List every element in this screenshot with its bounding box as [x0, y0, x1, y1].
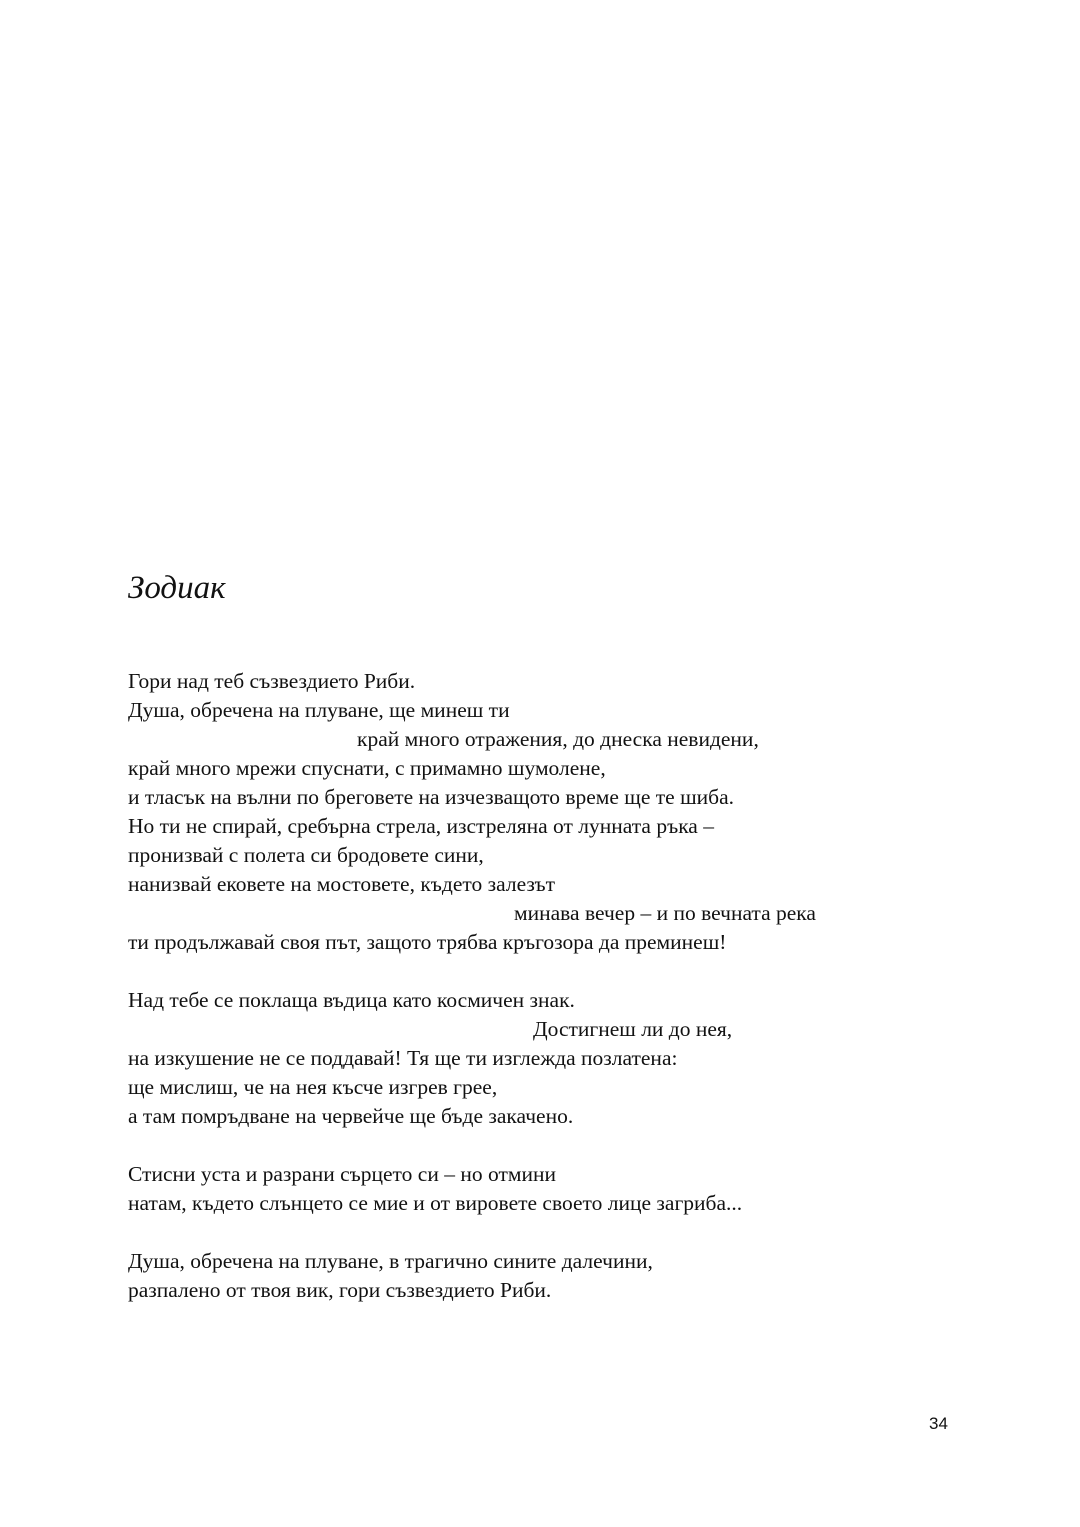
poem-line: на изкушение не се поддавай! Тя ще ти изглежда позлатена:	[128, 1046, 678, 1070]
poem-line: Душа, обречена на плуване, в трагично сините далечини,	[128, 1249, 653, 1273]
stanza-4	[128, 1247, 1008, 1305]
poem-line: ти продължавай своя път, защото трябва кръгозора да преминеш!	[128, 930, 727, 954]
stanza-2	[128, 986, 1008, 1131]
poem-line: ще мислиш, че на нея късче изгрев грее,	[128, 1075, 498, 1099]
poem-body	[128, 667, 1008, 1334]
stanza-1	[128, 667, 1008, 957]
poem-line: Гори над теб съзвездието Риби.	[128, 669, 416, 693]
poem-line: пронизвай с полета си бродовете сини,	[128, 843, 484, 867]
poem-line-indented: минава вечер – и по вечната река	[514, 901, 816, 925]
poem-line: Но ти не спирай, сребърна стрела, изстреляна от лунната ръка –	[128, 814, 714, 838]
poem-line: а там помръдване на червейче ще бъде закачено.	[128, 1104, 574, 1128]
poem-line: разпалено от твоя вик, гори съзвездието Риби.	[128, 1278, 552, 1302]
poem-line: и тласък на вълни по бреговете на изчезващото време ще те шиба.	[128, 785, 734, 809]
page-number: 34	[929, 1414, 948, 1433]
poem-line-indented: Достигнеш ли до нея,	[533, 1017, 733, 1041]
poem-line-indented: край много отражения, до днеска невидени,	[357, 727, 759, 751]
stanza-3	[128, 1160, 1008, 1218]
poem-line: натам, където слънцето се мие и от вировете своето лице загриба...	[128, 1191, 743, 1215]
poem-line: край много мрежи спуснати, с примамно шумолене,	[128, 756, 606, 780]
poem-title: Зодиак	[128, 570, 226, 606]
poem-line: Душа, обречена на плуване, ще минеш ти	[128, 698, 510, 722]
poem-line: Над тебе се поклаща въдица като космичен знак.	[128, 988, 575, 1012]
poem-line: нанизвай ековете на мостовете, където залезът	[128, 872, 556, 896]
poem-line: Стисни уста и разрани сърцето си – но отмини	[128, 1162, 556, 1186]
